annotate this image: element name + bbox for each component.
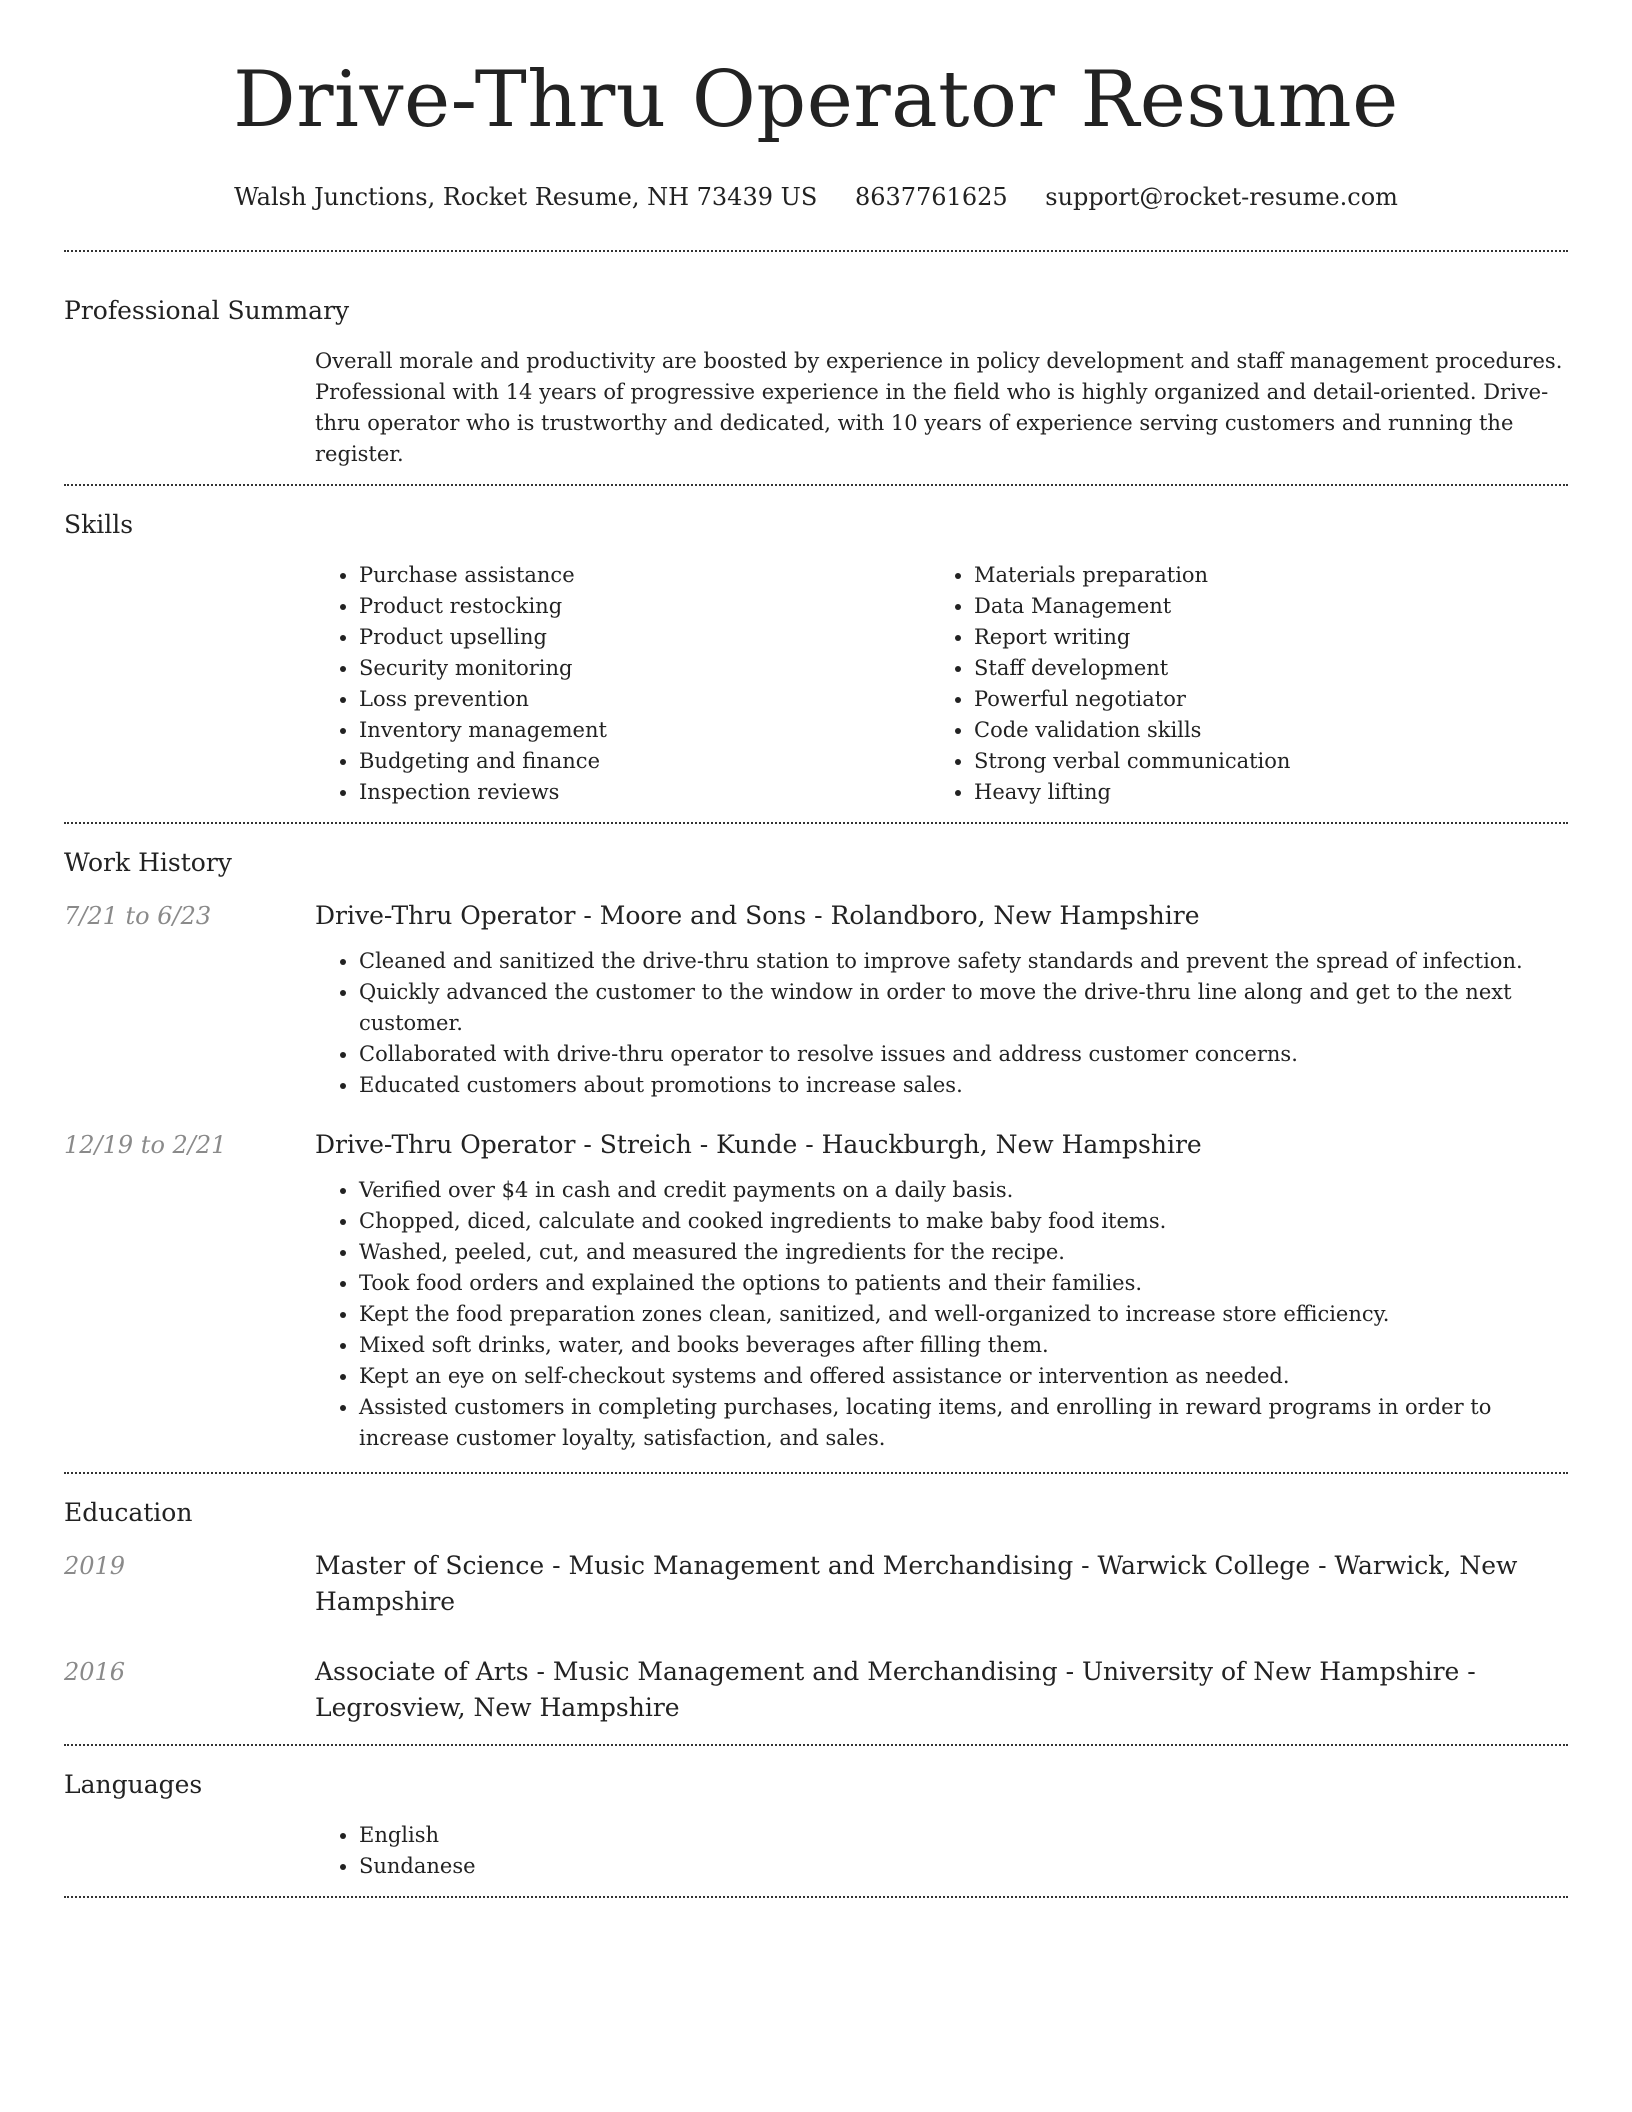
education-entry <box>64 1654 1568 1726</box>
education-title: Associate of Arts - Music Management and Merchandising - University of New Hampshire - Legrosview, New Hampshire <box>315 1657 1476 1722</box>
skill-item: • Staff development <box>974 653 1545 684</box>
skill-item: • Heavy lifting <box>974 777 1545 808</box>
job-entry <box>64 898 1568 1101</box>
job-bullet: • Chopped, diced, calculate and cooked ingredients to make baby food items. <box>359 1206 1568 1237</box>
contact-email: support@rocket-resume.com <box>1045 183 1398 211</box>
job-bullets <box>315 1175 1568 1454</box>
language-item: • Sundanese <box>359 1851 1568 1882</box>
education-year: 2016 <box>64 1658 126 1686</box>
skill-item: • Product restocking <box>359 591 930 622</box>
section-title-languages: Languages <box>64 1770 203 1799</box>
education-entry <box>64 1548 1568 1620</box>
skill-item: • Purchase assistance <box>359 560 930 591</box>
resume-header <box>64 0 1568 212</box>
skill-item: • Powerful negotiator <box>974 684 1545 715</box>
skills-list-left <box>315 560 930 808</box>
resume-title: Drive-Thru Operator Resume <box>233 55 1399 145</box>
job-dates: 12/19 to 2/21 <box>64 1131 227 1159</box>
contact-address: Walsh Junctions, Rocket Resume, NH 73439 US <box>234 183 818 211</box>
skill-item: • Inspection reviews <box>359 777 930 808</box>
skill-item: • Budgeting and finance <box>359 746 930 777</box>
contact-phone: 8637761625 <box>854 183 1008 211</box>
job-bullet: • Assisted customers in completing purchases, locating items, and enrolling in reward programs in order to increase customer loyalty, satisfaction, and sales. <box>359 1392 1568 1454</box>
job-bullet: • Educated customers about promotions to increase sales. <box>359 1070 1568 1101</box>
job-body <box>315 898 1568 1101</box>
job-bullet: • Kept an eye on self-checkout systems and offered assistance or intervention as needed. <box>359 1361 1568 1392</box>
job-dates: 7/21 to 6/23 <box>64 902 212 930</box>
job-bullet: • Verified over $4 in cash and credit payments on a daily basis. <box>359 1175 1568 1206</box>
language-item: • English <box>359 1820 1568 1851</box>
skill-item: • Report writing <box>974 622 1545 653</box>
education-section <box>64 1474 1568 1744</box>
education-body <box>315 1548 1568 1620</box>
summary-content <box>315 346 1568 470</box>
section-title-skills: Skills <box>64 510 134 539</box>
work-history-section <box>64 824 1568 1472</box>
education-year: 2019 <box>64 1552 126 1580</box>
section-title-education: Education <box>64 1498 193 1527</box>
job-bullet: • Mixed soft drinks, water, and books beverages after filling them. <box>359 1330 1568 1361</box>
skill-item: • Data Management <box>974 591 1545 622</box>
contact-line <box>64 182 1568 212</box>
skill-item: • Code validation skills <box>974 715 1545 746</box>
job-title: Drive-Thru Operator - Streich - Kunde - Hauckburgh, New Hampshire <box>315 1130 1202 1159</box>
skill-item: • Strong verbal communication <box>974 746 1545 777</box>
job-bullet: • Cleaned and sanitized the drive-thru station to improve safety standards and prevent the spread of infection. <box>359 946 1568 977</box>
skill-item: • Inventory management <box>359 715 930 746</box>
summary-text: Overall morale and productivity are boosted by experience in policy development and staff management procedures. Professional with 14 years of progressive experience in the field who is highly organized and detail-oriented. Drive-thru operator who is trustworthy and dedicated, with 10 years of experience serving customers and running the register. <box>315 349 1563 466</box>
languages-list <box>315 1820 1568 1882</box>
skill-item: • Loss prevention <box>359 684 930 715</box>
job-bullet: • Washed, peeled, cut, and measured the ingredients for the recipe. <box>359 1237 1568 1268</box>
languages-section <box>64 1746 1568 1896</box>
skill-item: • Security monitoring <box>359 653 930 684</box>
divider <box>64 1896 1568 1898</box>
job-body <box>315 1127 1568 1454</box>
job-entry <box>64 1127 1568 1454</box>
education-title: Master of Science - Music Management and Merchandising - Warwick College - Warwick, New Hampshire <box>315 1551 1518 1616</box>
languages-content <box>315 1820 1568 1882</box>
job-bullets <box>315 946 1568 1101</box>
skill-item: • Product upselling <box>359 622 930 653</box>
job-title: Drive-Thru Operator - Moore and Sons - Rolandboro, New Hampshire <box>315 901 1200 930</box>
job-bullet: • Collaborated with drive-thru operator to resolve issues and address customer concerns. <box>359 1039 1568 1070</box>
job-bullet: • Took food orders and explained the options to patients and their families. <box>359 1268 1568 1299</box>
summary-section <box>64 252 1568 484</box>
skills-section <box>64 486 1568 822</box>
job-bullet: • Quickly advanced the customer to the window in order to move the drive-thru line along and get to the next customer. <box>359 977 1568 1039</box>
skills-list-right <box>930 560 1545 808</box>
job-bullet: • Kept the food preparation zones clean, sanitized, and well-organized to increase store efficiency. <box>359 1299 1568 1330</box>
education-body <box>315 1654 1568 1726</box>
section-title-summary: Professional Summary <box>64 296 350 325</box>
skill-item: • Materials preparation <box>974 560 1545 591</box>
section-title-work-history: Work History <box>64 848 232 877</box>
skills-grid <box>315 560 1568 808</box>
